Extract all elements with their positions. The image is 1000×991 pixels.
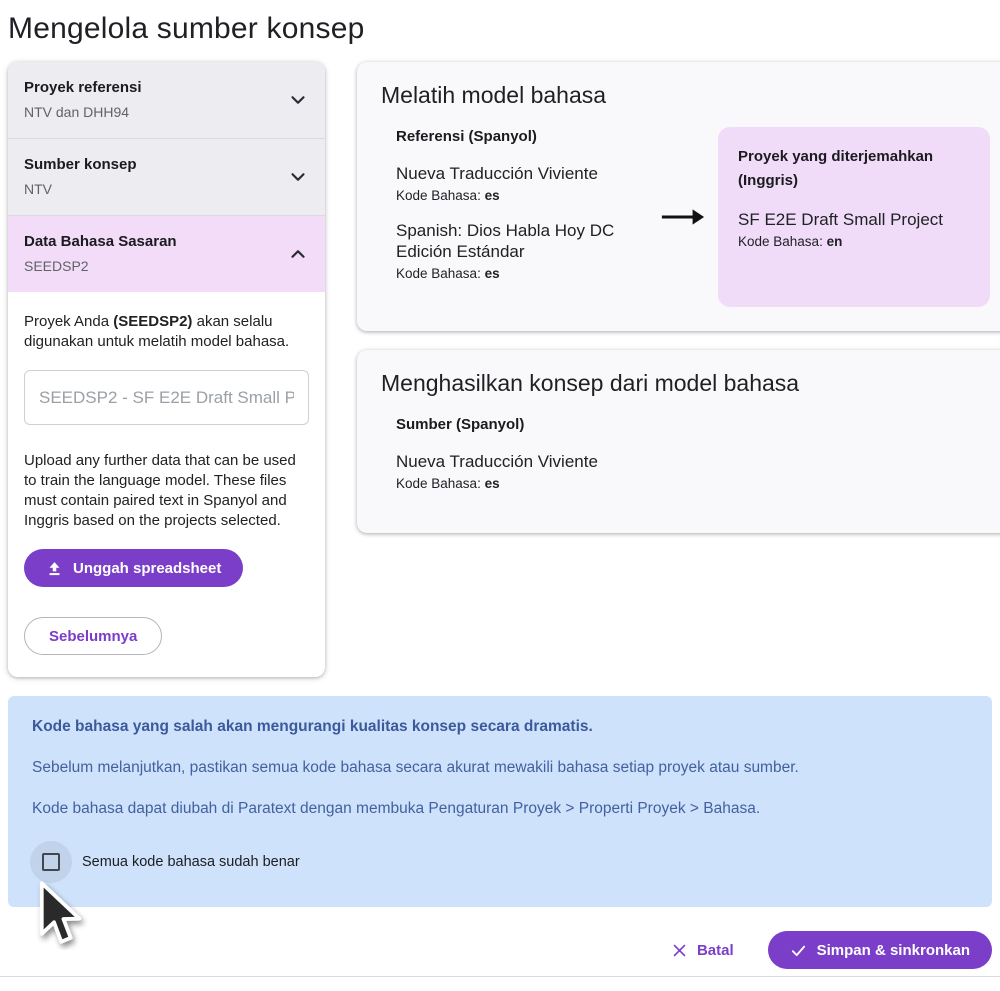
reference-project xyxy=(396,220,648,282)
upload-help-text: Upload any further data that can be used to train the language model. These files must contain paired text in Spanyol and Inggris based on the projects selected. xyxy=(24,452,296,529)
checkbox-label: Semua kode bahasa sudah benar xyxy=(82,854,300,870)
language-code-warning-banner xyxy=(8,696,992,907)
footer-actions xyxy=(8,931,992,969)
reference-column xyxy=(396,127,648,307)
reference-heading: Referensi (Spanyol) xyxy=(396,128,537,145)
sidebar-item-proyek-referensi[interactable] xyxy=(8,62,325,139)
train-model-card xyxy=(357,62,1000,331)
warning-heading: Kode bahasa yang salah akan mengurangi kualitas konsep secara dramatis. xyxy=(32,718,593,735)
warning-line: Sebelum melanjutkan, pastikan semua kode bahasa secara akurat mewakili bahasa setiap proyek atau sumber. xyxy=(32,759,799,776)
checkbox-ripple xyxy=(30,841,72,883)
bottom-divider xyxy=(0,976,1000,977)
sidebar-item-value: NTV xyxy=(24,181,52,197)
save-and-sync-button[interactable] xyxy=(768,931,992,969)
upload-icon xyxy=(46,560,63,577)
reference-project xyxy=(396,163,648,204)
main-column xyxy=(357,62,1000,533)
sidebar-item-label: Proyek referensi xyxy=(24,79,142,96)
generate-drafts-card xyxy=(357,350,1000,533)
cancel-button[interactable] xyxy=(663,936,742,965)
language-code-line: Kode Bahasa: es xyxy=(396,476,500,491)
check-icon xyxy=(790,942,807,959)
language-code-line: Kode Bahasa: en xyxy=(738,234,843,249)
train-model-card-title: Melatih model bahasa xyxy=(381,82,607,108)
save-button-label: Simpan & sinkronkan xyxy=(816,941,970,959)
upload-spreadsheet-button[interactable] xyxy=(24,549,243,587)
translated-project-box xyxy=(718,127,990,307)
sidebar-item-value: SEEDSP2 xyxy=(24,258,89,274)
right-arrow-icon xyxy=(648,127,718,307)
project-name-input[interactable] xyxy=(24,370,309,425)
chevron-up-icon xyxy=(287,243,309,265)
sidebar-item-label: Sumber konsep xyxy=(24,156,137,173)
page-title: Mengelola sumber konsep xyxy=(8,12,365,45)
language-code-line: Kode Bahasa: es xyxy=(396,188,500,203)
source-heading: Sumber (Spanyol) xyxy=(396,416,525,433)
reference-project-name: Nueva Traducción Viviente xyxy=(396,164,598,183)
stepper-sidebar xyxy=(8,62,325,677)
sidebar-item-data-bahasa-sasaran[interactable] xyxy=(8,216,325,292)
generate-drafts-card-title: Menghasilkan konsep dari model bahasa xyxy=(381,370,800,396)
sidebar-item-sumber-konsep[interactable] xyxy=(8,139,325,216)
upload-button-label: Unggah spreadsheet xyxy=(73,559,222,577)
chevron-down-icon xyxy=(287,89,309,111)
warning-line: Kode bahasa dapat diubah di Paratext dengan membuka Pengaturan Proyek > Properti Proyek > Bahasa. xyxy=(32,800,761,817)
language-code-line: Kode Bahasa: es xyxy=(396,266,500,281)
target-language-data-panel xyxy=(8,292,325,677)
previous-step-button[interactable] xyxy=(24,617,162,655)
language-codes-correct-checkbox[interactable] xyxy=(42,853,60,871)
cancel-button-label: Batal xyxy=(696,941,734,959)
sidebar-item-label: Data Bahasa Sasaran xyxy=(24,233,177,250)
reference-project-name: Spanish: Dios Habla Hoy DC Edición Estándar xyxy=(396,221,615,261)
sidebar-item-value: NTV dan DHH94 xyxy=(24,104,130,120)
chevron-down-icon xyxy=(287,166,309,188)
close-icon xyxy=(671,942,688,959)
translated-project-name: SF E2E Draft Small Project xyxy=(738,210,944,229)
previous-button-label: Sebelumnya xyxy=(49,627,138,645)
content-row xyxy=(8,62,992,677)
translated-project-heading: Proyek yang diterjemahkan (Inggris) xyxy=(738,148,934,189)
panel-intro-text: Proyek Anda (SEEDSP2) akan selalu digunakan untuk melatih model bahasa. xyxy=(24,313,290,350)
source-project-name: Nueva Traducción Viviente xyxy=(396,452,598,471)
